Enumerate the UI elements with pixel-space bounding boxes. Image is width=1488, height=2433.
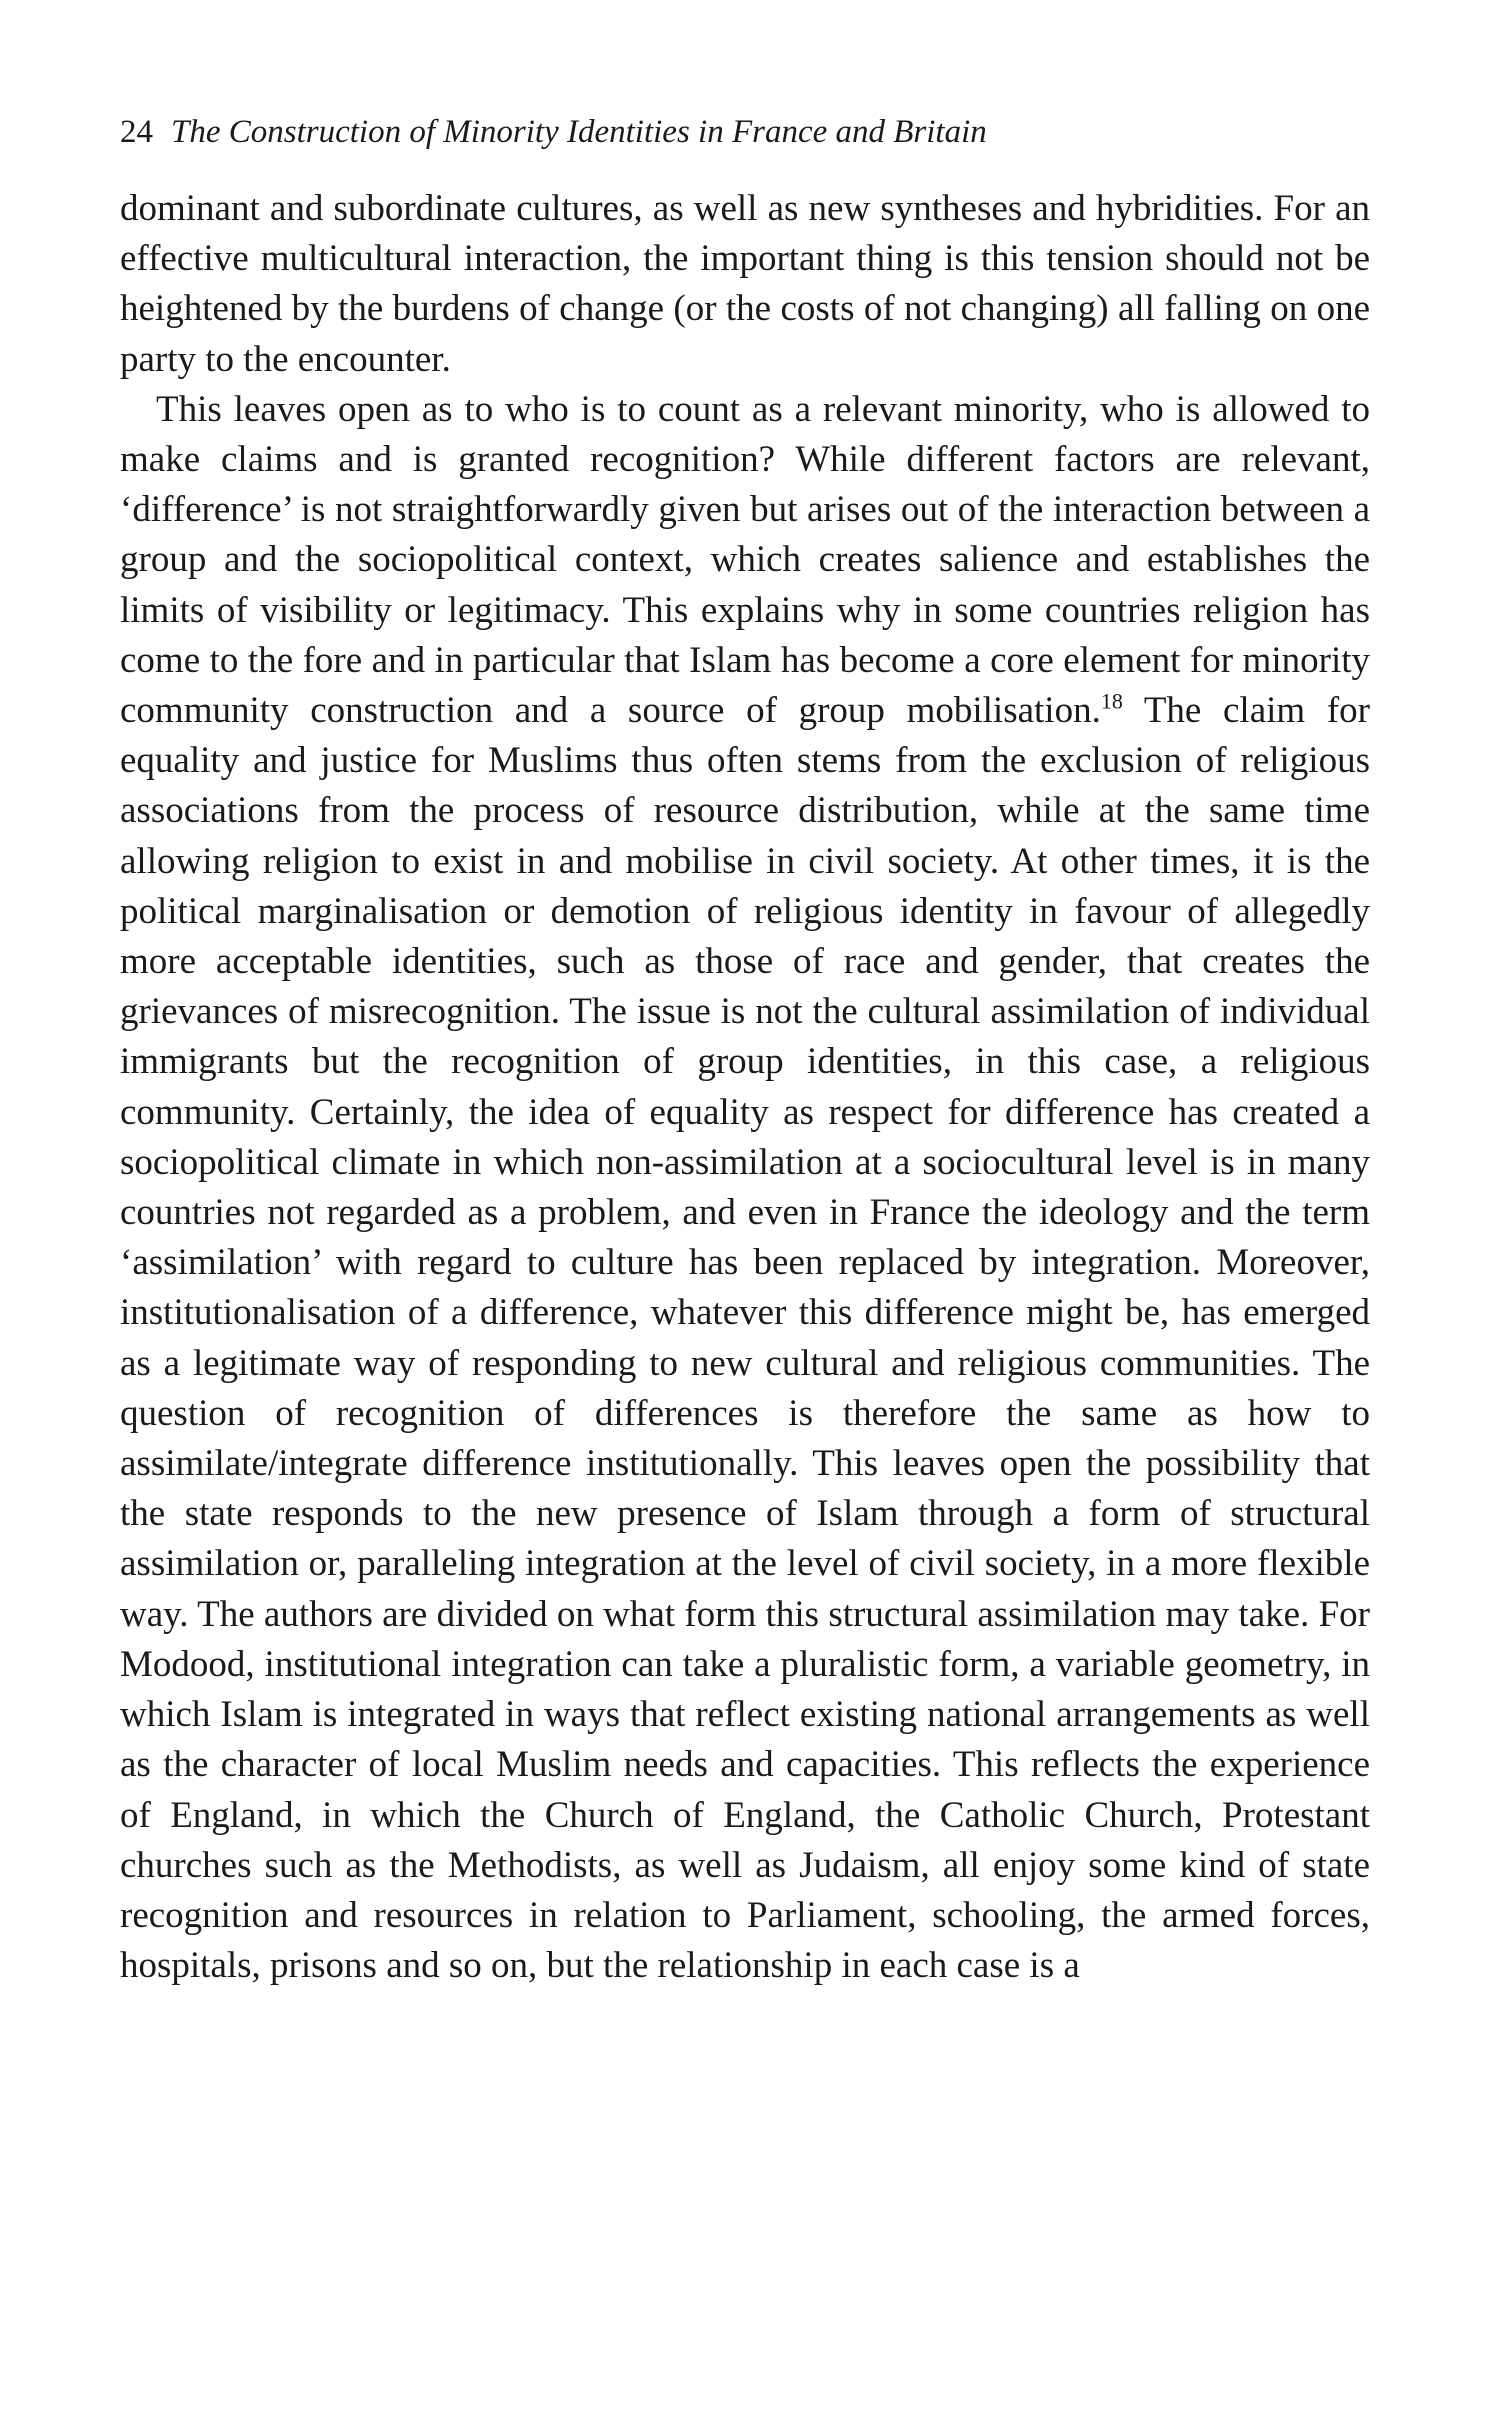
footnote-marker: 18 — [1100, 688, 1123, 714]
paragraph-text: dominant and subordinate cultures, as well as new syntheses and hybridities. For an effective multicultural interaction, the important thing is this tension should not be heightened by the burdens of change (or the costs of not changing) all falling on one party to the encounter. — [120, 188, 1370, 380]
paragraph-text: The claim for equality and justice for Muslims thus often stems from the exclusion of religious associations from the process of resource distribution, while at the same time allowing religion to exist in and mobilise in civil society. At other times, it is the political marginalisation or demotion of religious identity in favour of allegedly more acceptable identities, such as those of race and gender, that creates the grievances of misrecognition. The issue is not the cultural assimilation of individual immigrants but the recognition of group identities, in this case, a religious community. Certainly, the idea of equality as respect for difference has created a sociopolitical climate in which non-assimilation at a sociocultural level is in many countries not regarded as a problem, and even in France the ideology and the term ‘assimilation’ with regard to culture has been replaced by integration. Moreover, institutionalisation of a difference, whatever this difference might be, has emerged as a legitimate way of responding to new cultural and religious communities. The question of recognition of differences is therefore the same as how to assimilate/integrate difference institutionally. This leaves open the possibility that the state responds to the new presence of Islam through a form of structural assimilation or, paralleling integration at the level of civil society, in a more flexible way. The authors are divided on what form this structural assimilation may take. For Modood, institutional integration can take a pluralistic form, a variable geometry, in which Islam is integrated in ways that reflect existing national arrangements as well as the character of local Muslim needs and capacities. This reflects the experience of England, in which the Church of England, the Catholic Church, Protestant churches such as the Methodists, as well as Judaism, all enjoy some kind of state recognition and resources in relation to Parliament, schooling, the armed forces, hospitals, prisons and so on, but the relationship in each case is a — [120, 690, 1370, 1987]
body-text — [120, 184, 1370, 1991]
running-title: The Construction of Minority Identities in France and Britain — [171, 114, 987, 150]
book-page — [120, 112, 1370, 1991]
page-number: 24 — [120, 114, 153, 150]
running-head — [120, 112, 1370, 152]
paragraph-text: This leaves open as to who is to count as a relevant minority, who is allowed to make claims and is granted recognition? While different factors are relevant, ‘difference’ is not straightforwardly given but arises out of the interaction between a group and the sociopolitical context, which creates salience and establishes the limits of visibility or legitimacy. This explains why in some countries religion has come to the fore and in particular that Islam has become a core element for minority community construction and a source of group mobilisation. — [120, 388, 1370, 732]
paragraph-continued — [120, 184, 1370, 385]
paragraph — [120, 385, 1370, 1992]
